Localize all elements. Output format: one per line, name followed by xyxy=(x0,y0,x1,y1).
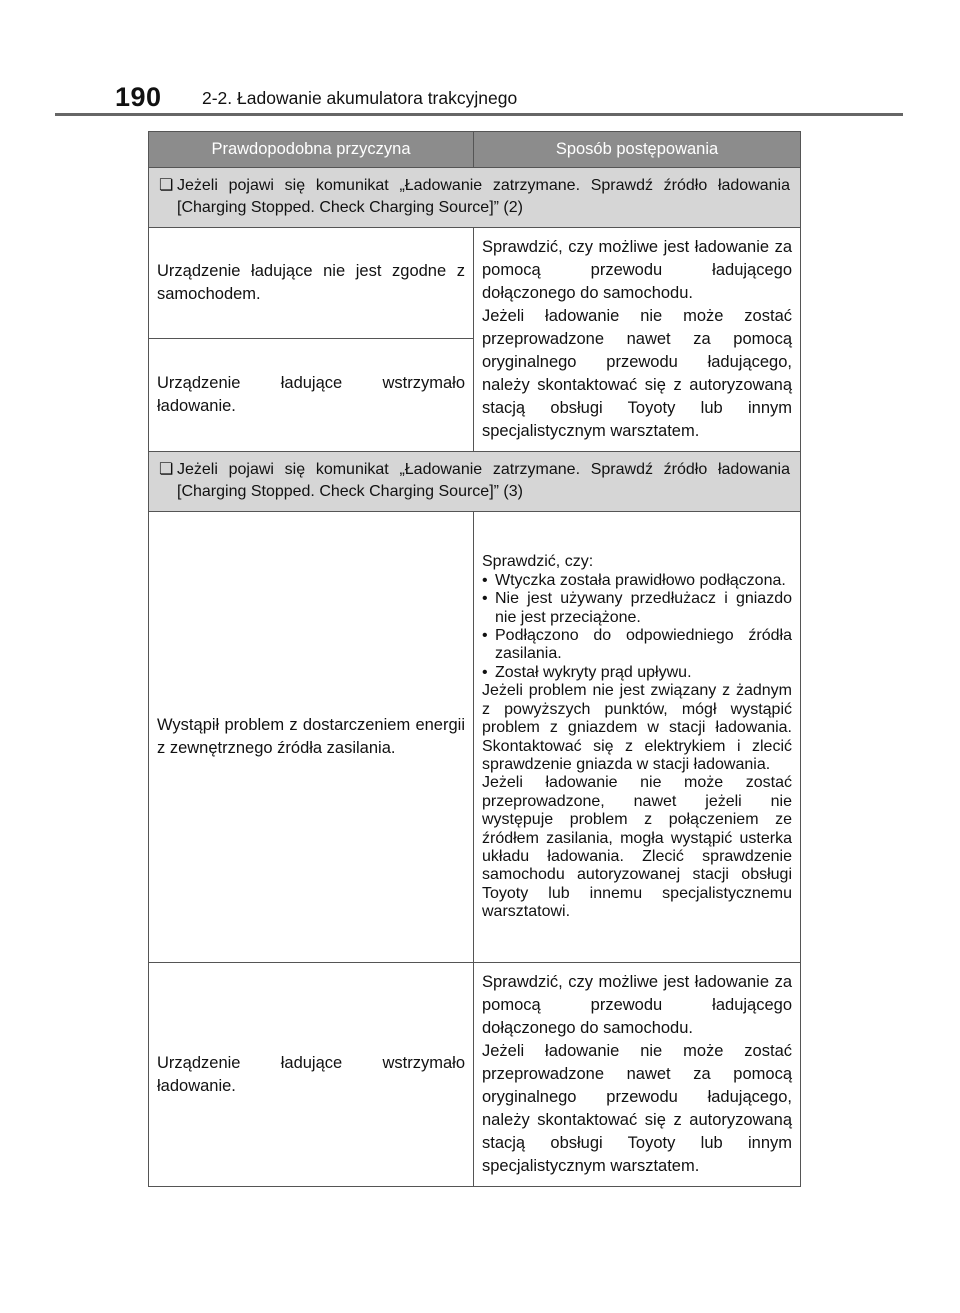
page-header xyxy=(110,80,900,116)
action-paragraph: Jeżeli ładowanie nie może zostać przeprowadzone nawet za pomocą oryginalnego przewodu ładującego, należy skontaktować się z autoryzowaną stacją obsługi Toyoty lub innym specjalistycznym warsztatem. xyxy=(482,1042,792,1175)
column-header-cause: Prawdopodobna przyczyna xyxy=(149,132,474,168)
list-item: • Podłączono do odpowiedniego źródła zasilania. xyxy=(482,627,792,664)
action-paragraph: Jeżeli ładowanie nie może zostać przeprowadzone, nawet jeżeli nie występuje problem z połączeniem ze źródłem zasilania, mogła wystąpić usterka układu ładowania. Zlecić sprawdzenie samochodu autoryzowanej stacji obsługi Toyoty lub innemu specjalistycznemu warsztatowi. xyxy=(482,774,792,921)
check-list xyxy=(482,572,792,682)
section-heading-text: Jeżeli pojawi się komunikat „Ładowanie zatrzymane. Sprawdź źródło ładowania [Charging Stopped. Check Charging Source]” (2) xyxy=(177,177,790,216)
list-item: • Nie jest używany przedłużacz i gniazdo nie jest przeciążone. xyxy=(482,590,792,627)
checkbox-bullet-icon: ❏ xyxy=(159,177,174,194)
cause-cell: Urządzenie ładujące wstrzymało ładowanie. xyxy=(149,963,474,1187)
table-row xyxy=(149,512,801,963)
column-header-action: Sposób postępowania xyxy=(474,132,801,168)
section-heading-2 xyxy=(149,452,801,512)
action-cell xyxy=(474,963,801,1187)
action-paragraph: Sprawdzić, czy możliwe jest ładowanie za pomocą przewodu ładującego dołączonego do samochodu. xyxy=(482,238,792,302)
list-item: • Wtyczka została prawidłowo podłączona. xyxy=(482,572,792,590)
cause-cell: Wystąpił problem z dostarczeniem energii z zewnętrznego źródła zasilania. xyxy=(149,512,474,963)
table-header-row xyxy=(149,132,801,168)
table-row xyxy=(149,228,801,339)
table-row xyxy=(149,963,801,1187)
section-heading-text: Jeżeli pojawi się komunikat „Ładowanie zatrzymane. Sprawdź źródło ładowania [Charging Stopped. Check Charging Source]” (3) xyxy=(177,461,790,500)
action-cell xyxy=(474,512,801,963)
list-item: • Został wykryty prąd upływu. xyxy=(482,664,792,682)
action-paragraph: Jeżeli ładowanie nie może zostać przeprowadzone nawet za pomocą oryginalnego przewodu ładującego, należy skontaktować się z autoryzowaną stacją obsługi Toyoty lub innym specjalistycznym warsztatem. xyxy=(482,307,792,440)
section-row xyxy=(149,452,801,512)
action-paragraph: Jeżeli problem nie jest związany z żadnym z powyższych punktów, mógł wystąpić problem z gniazdem w stacji ładowania. Skontaktować się z elektrykiem i zlecić sprawdzenie gniazda w stacji ładowania. xyxy=(482,682,792,773)
action-intro: Sprawdzić, czy: xyxy=(482,553,594,571)
troubleshooting-table xyxy=(148,131,801,1187)
section-heading-1 xyxy=(149,168,801,228)
action-cell xyxy=(474,228,801,452)
section-title: 2-2. Ładowanie akumulatora trakcyjnego xyxy=(202,88,518,108)
cause-cell: Urządzenie ładujące nie jest zgodne z samochodem. xyxy=(149,228,474,339)
header-divider xyxy=(55,113,903,116)
checkbox-bullet-icon: ❏ xyxy=(159,461,174,478)
page-number: 190 xyxy=(115,82,162,112)
section-row xyxy=(149,168,801,228)
cause-cell: Urządzenie ładujące wstrzymało ładowanie. xyxy=(149,339,474,452)
action-paragraph: Sprawdzić, czy możliwe jest ładowanie za pomocą przewodu ładującego dołączonego do samochodu. xyxy=(482,973,792,1037)
